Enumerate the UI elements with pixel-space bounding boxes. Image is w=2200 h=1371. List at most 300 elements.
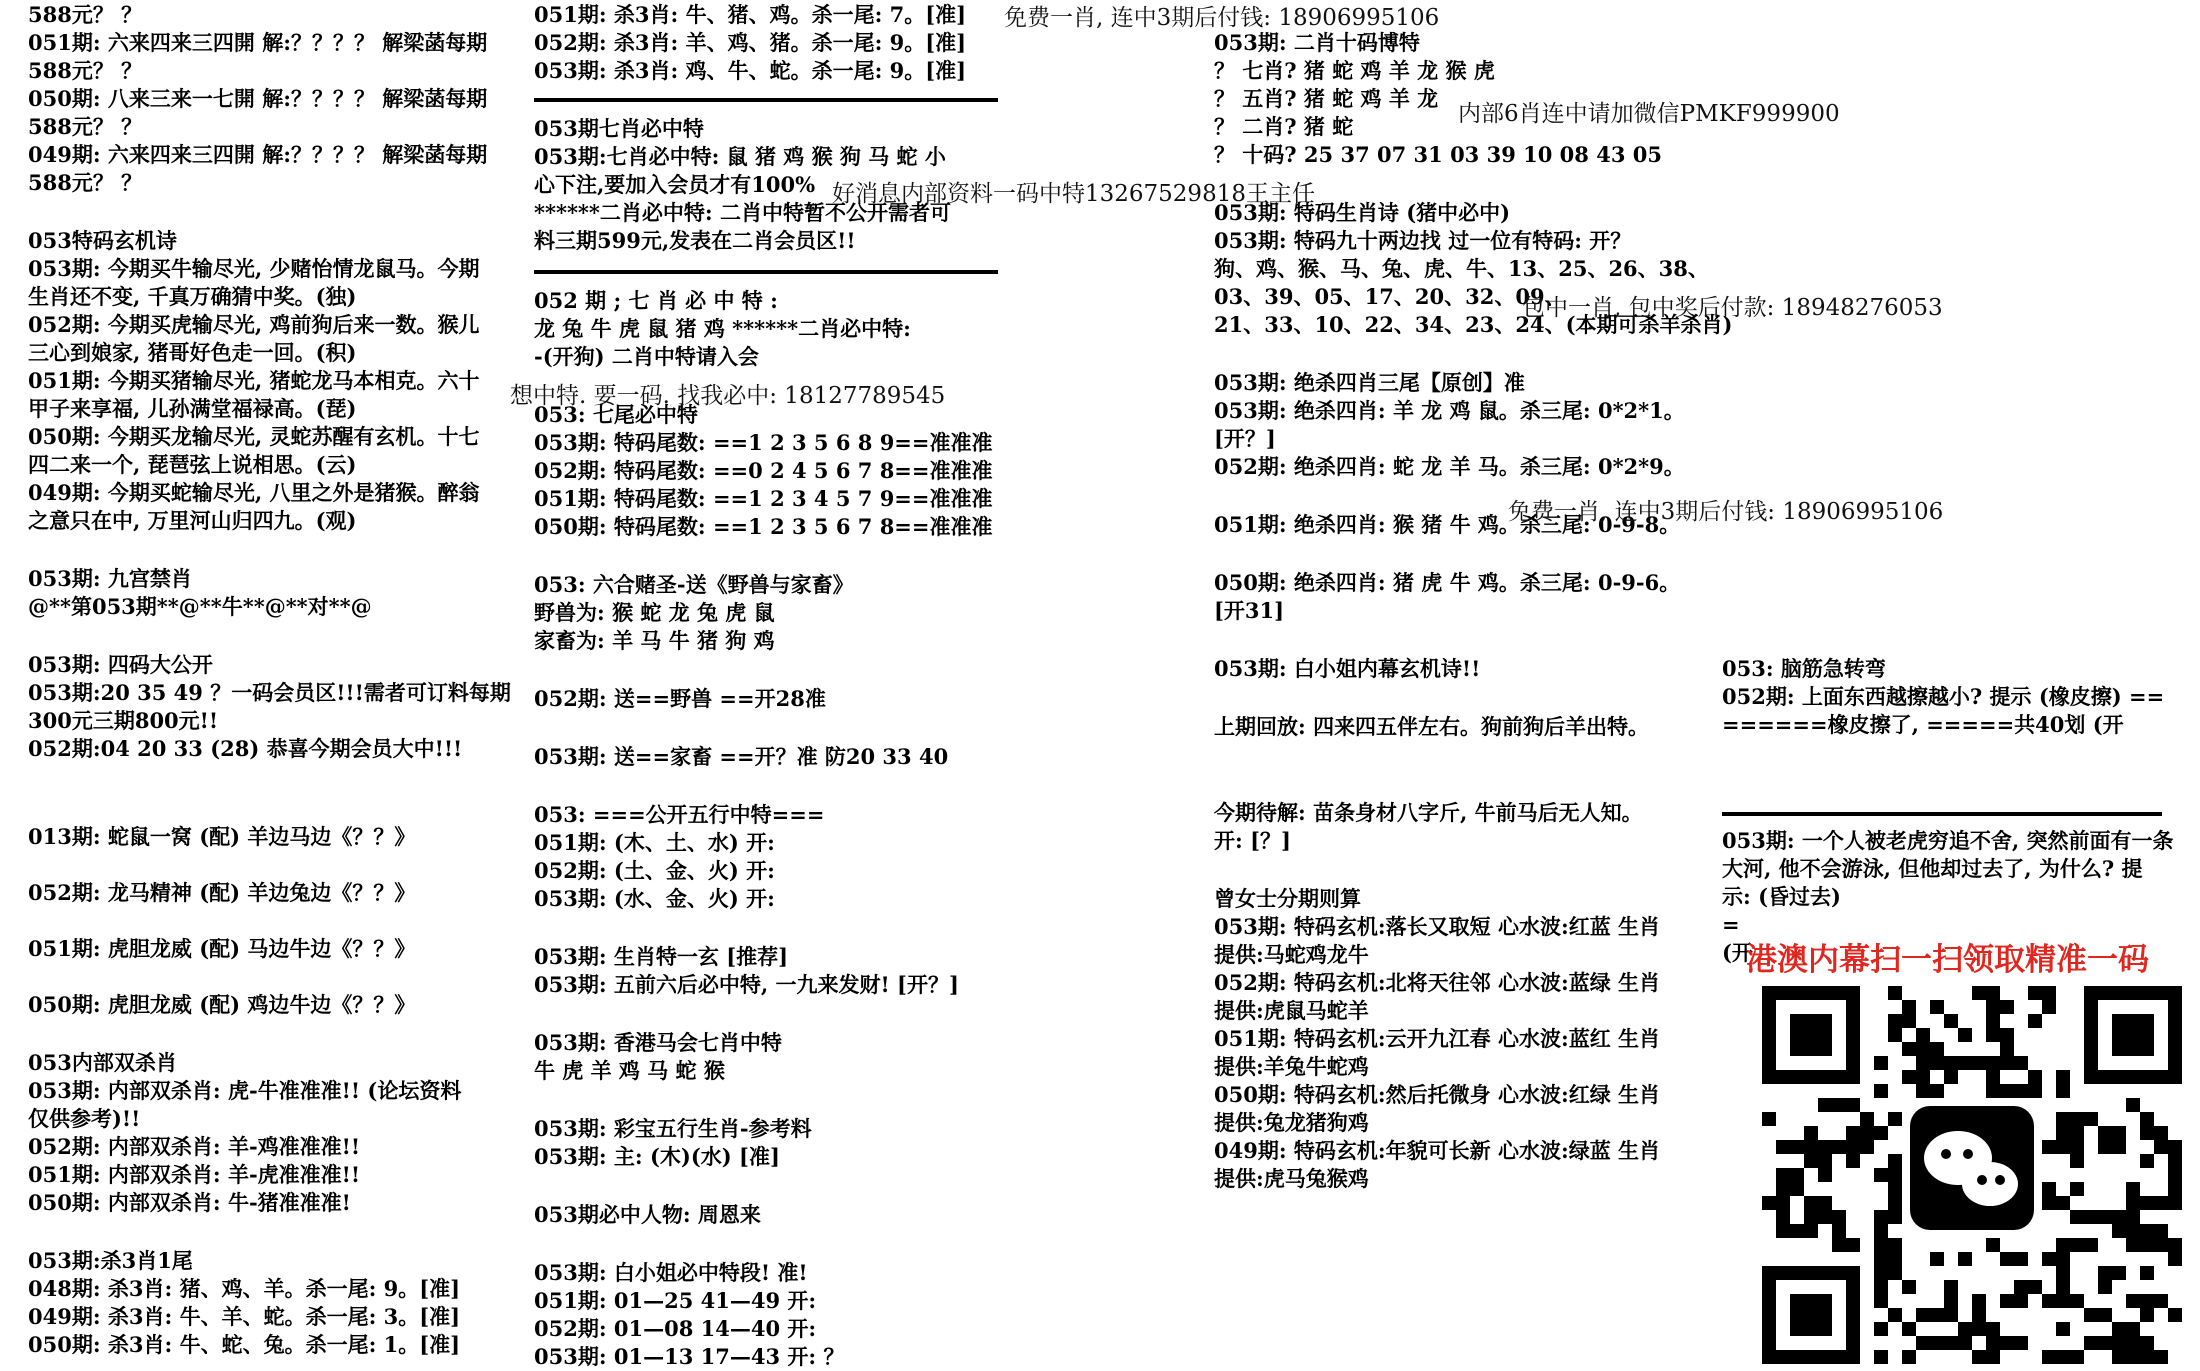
qr-module <box>2000 1252 2014 1266</box>
qr-module <box>1888 986 1902 1000</box>
text-line: 提供:虎马兔猴鸡 <box>1214 1166 1369 1191</box>
qr-module <box>2112 1266 2126 1280</box>
qr-module <box>1874 1266 1888 1280</box>
qr-module <box>1832 1140 1846 1154</box>
qr-module <box>1776 1196 1790 1210</box>
qr-module <box>1804 1126 1818 1140</box>
qr-module <box>2154 1224 2168 1238</box>
qr-module <box>2028 1280 2042 1294</box>
qr-module <box>2084 1238 2098 1252</box>
qr-module <box>1930 1056 1944 1070</box>
text-line: 053特码玄机诗 <box>28 228 177 253</box>
text-line: 053: 脑筋急转弯 <box>1722 656 1886 681</box>
qr-module <box>1972 986 1986 1000</box>
qr-module <box>1790 1224 1804 1238</box>
text-line: 050期: 内部双杀肖: 牛-猪准准准! <box>28 1190 351 1215</box>
qr-module <box>1804 1224 1818 1238</box>
qr-module <box>1846 1098 1860 1112</box>
qr-module <box>1888 1266 1902 1280</box>
qr-module <box>2168 1196 2182 1210</box>
qr-module <box>1776 1210 1790 1224</box>
text-line: 053期: 杀3肖: 鸡、牛、蛇。杀一尾: 9。[准] <box>534 58 967 83</box>
text-line: 052期: 龙马精神 (配) 羊边兔边《？？》 <box>28 880 416 905</box>
text-line: 大河, 他不会游泳, 但他却过去了, 为什么? 提 <box>1722 856 2143 881</box>
text-line: 049期: 今期买蛇输尽光, 八里之外是猪猴。醉翁 <box>28 480 480 505</box>
text-line: 588元？ ？ <box>28 58 143 83</box>
text-line: 052期: 今期买虎输尽光, 鸡前狗后来一数。猴儿 <box>28 312 480 337</box>
text-line: 053期: 彩宝五行生肖-参考料 <box>534 1116 812 1141</box>
text-line: 野兽为: 猴 蛇 龙 兔 虎 鼠 <box>534 600 775 625</box>
text-line: 料三期599元,发表在二肖会员区!! <box>534 228 856 253</box>
qr-module <box>2028 986 2042 1000</box>
qr-module <box>1790 1168 1804 1182</box>
qr-module <box>2028 1084 2042 1098</box>
qr-module <box>2070 1238 2084 1252</box>
qr-module <box>2112 1224 2126 1238</box>
qr-module <box>1944 1294 1958 1308</box>
qr-module <box>1874 1126 1888 1140</box>
qr-module <box>2014 1294 2028 1308</box>
qr-module <box>2140 1112 2154 1126</box>
text-line: 052期: 内部双杀肖: 羊-鸡准准准!! <box>28 1134 361 1159</box>
qr-module <box>1790 1140 1804 1154</box>
qr-module <box>1944 1014 1958 1028</box>
qr-module <box>2070 1182 2084 1196</box>
text-line: (开 <box>1722 940 1753 965</box>
qr-module <box>1986 1028 2000 1042</box>
text-line: 053期: 生肖特一玄 [推荐] <box>534 944 789 969</box>
qr-module <box>1804 1196 1818 1210</box>
qr-module <box>1776 1140 1790 1154</box>
qr-module <box>1902 1042 1916 1056</box>
text-line: 588元？ ？ <box>28 170 143 195</box>
wechat-icon-eye <box>1995 1175 2005 1185</box>
qr-module <box>1804 1154 1818 1168</box>
qr-module <box>1986 1014 2000 1028</box>
text-line: 053期:七肖必中特: 鼠 猪 鸡 猴 狗 马 蛇 小 <box>534 144 946 169</box>
qr-module <box>1986 1056 2000 1070</box>
text-line: 053: 六合赌圣-送《野兽与家畜》 <box>534 572 854 597</box>
qr-module <box>1930 1084 1944 1098</box>
qr-module <box>1902 1280 1916 1294</box>
qr-module <box>1944 1056 1958 1070</box>
text-line: ？ 十码? 25 37 07 31 03 39 10 08 43 05 <box>1214 142 1662 167</box>
qr-module <box>2084 1210 2098 1224</box>
qr-module <box>2126 1210 2140 1224</box>
qr-module <box>2084 1308 2098 1322</box>
qr-module <box>1860 1112 1874 1126</box>
qr-module <box>1762 1196 1776 1210</box>
qr-module <box>1972 1294 1986 1308</box>
qr-module <box>2056 1322 2070 1336</box>
qr-module <box>2042 1182 2056 1196</box>
qr-module <box>1888 1252 1902 1266</box>
qr-module <box>1790 1182 1804 1196</box>
qr-module <box>2154 1294 2168 1308</box>
qr-module <box>2112 1126 2126 1140</box>
text-line: 048期: 杀3肖: 猪、鸡、羊。杀一尾: 9。[准] <box>28 1276 461 1301</box>
text-line: 示: (昏过去) <box>1722 884 1841 909</box>
text-line: 052期: 绝杀四肖: 蛇 龙 羊 马。杀三尾: 0*2*9。 <box>1214 454 1685 479</box>
qr-code[interactable] <box>1762 986 2192 1364</box>
qr-finder <box>1790 1014 1832 1056</box>
qr-finder <box>1790 1294 1832 1336</box>
text-line: ？ 二肖? 猪 蛇 <box>1214 114 1354 139</box>
qr-module <box>2056 1350 2070 1364</box>
qr-module <box>2084 1336 2098 1350</box>
qr-module <box>2112 1210 2126 1224</box>
qr-module <box>2140 1266 2154 1280</box>
ad-overlay-text: 免费一肖, 连中3期后付钱: 18906995106 <box>1004 5 1440 31</box>
wechat-icon-eye <box>1941 1149 1951 1159</box>
qr-module <box>1916 1308 1930 1322</box>
qr-module <box>1930 1336 1944 1350</box>
qr-module <box>2056 1126 2070 1140</box>
text-line: 051期: 杀3肖: 牛、猪、鸡。杀一尾: 7。[准] <box>534 2 967 27</box>
qr-module <box>1902 1014 1916 1028</box>
text-line: [开31] <box>1214 598 1285 623</box>
text-line: 开: [？] <box>1214 828 1291 853</box>
text-line: 588元？ ？ <box>28 114 143 139</box>
text-line: 053期必中人物: 周恩来 <box>534 1202 761 1227</box>
text-line: 052期: 01—08 14—40 开: <box>534 1316 817 1341</box>
qr-module <box>1818 1140 1832 1154</box>
text-line: 052期:04 20 33 (28) 恭喜今期会员大中!!! <box>28 736 463 761</box>
qr-module <box>1986 1238 2000 1252</box>
qr-module <box>1846 1154 1860 1168</box>
qr-module <box>2070 1140 2084 1154</box>
text-line: @**第053期**@**牛**@**对**@ <box>28 594 372 619</box>
qr-module <box>1874 1084 1888 1098</box>
qr-module <box>1902 1000 1916 1014</box>
qr-module <box>2140 1224 2154 1238</box>
text-line: 053期七肖必中特 <box>534 116 704 141</box>
text-line: 050期: 杀3肖: 牛、蛇、兔。杀一尾: 1。[准] <box>28 1332 461 1357</box>
text-line: 龙 兔 牛 虎 鼠 猪 鸡 ******二肖必中特: <box>534 316 911 341</box>
qr-module <box>2000 1000 2014 1014</box>
qr-module <box>1762 1112 1776 1126</box>
qr-module <box>1986 1336 2000 1350</box>
text-line: 051期: 特码尾数: ==1 2 3 4 5 7 9==准准准 <box>534 486 993 511</box>
qr-module <box>2098 1126 2112 1140</box>
qr-module <box>2056 1280 2070 1294</box>
qr-module <box>1958 1252 1972 1266</box>
qr-module <box>2042 1140 2056 1154</box>
qr-module <box>2042 1350 2056 1364</box>
qr-module <box>1916 1028 1930 1042</box>
qr-module <box>2112 1336 2126 1350</box>
qr-module <box>1986 1350 2000 1364</box>
qr-module <box>1804 1210 1818 1224</box>
qr-module <box>1888 1168 1902 1182</box>
qr-module <box>2140 1154 2154 1168</box>
qr-module <box>2140 1196 2154 1210</box>
qr-module <box>2126 1322 2140 1336</box>
qr-module <box>1818 1196 1832 1210</box>
qr-module <box>1832 1210 1846 1224</box>
text-line: 053期: 白小姐必中特段! 准! <box>534 1260 808 1285</box>
text-line: 053期: 香港马会七肖中特 <box>534 1030 782 1055</box>
qr-module <box>1902 1070 1916 1084</box>
text-line: ******二肖必中特: 二肖中特暂不公开需者可 <box>534 200 951 225</box>
qr-module <box>2168 1140 2182 1154</box>
ad-overlay-text: 包中一肖, 包中奖后付款: 18948276053 <box>1522 295 1943 321</box>
qr-module <box>1916 1042 1930 1056</box>
qr-module <box>1832 1224 1846 1238</box>
qr-module <box>2000 1294 2014 1308</box>
text-line: 049期: 杀3肖: 牛、羊、蛇。杀一尾: 3。[准] <box>28 1304 461 1329</box>
text-line: 今期待解: 苗条身材八字斤, 牛前马后无人知。 <box>1214 800 1643 825</box>
qr-module <box>1944 1070 1958 1084</box>
qr-module <box>1902 1322 1916 1336</box>
qr-module <box>1944 1336 1958 1350</box>
qr-module <box>1888 1196 1902 1210</box>
qr-module <box>1916 1070 1930 1084</box>
text-line: 上期回放: 四来四五伴左右。狗前狗后羊出特。 <box>1214 714 1650 739</box>
wechat-icon <box>1962 1162 2018 1206</box>
qr-module <box>2056 1294 2070 1308</box>
qr-module <box>2014 1056 2028 1070</box>
text-line: 050期: 八来三来一七開 解:？？？？ 解梁菡每期 <box>28 86 488 111</box>
qr-module <box>1972 1056 1986 1070</box>
qr-module <box>2140 1238 2154 1252</box>
qr-module <box>1930 1252 1944 1266</box>
qr-module <box>1944 1308 1958 1322</box>
qr-module <box>2154 1350 2168 1364</box>
qr-module <box>2112 1350 2126 1364</box>
qr-module <box>1860 1140 1874 1154</box>
qr-module <box>2042 1196 2056 1210</box>
qr-module <box>2126 1182 2140 1196</box>
qr-module <box>1888 1182 1902 1196</box>
text-line: 053期: 送==家畜 ==开？准 防20 33 40 <box>534 744 949 769</box>
text-line: 050期: 今期买龙输尽光, 灵蛇苏醒有玄机。十七 <box>28 424 480 449</box>
qr-module <box>2070 1294 2084 1308</box>
text-line: 013期: 蛇鼠一窝 (配) 羊边马边《？？》 <box>28 824 416 849</box>
qr-module <box>1930 1308 1944 1322</box>
text-line: 053期: 四码大公开 <box>28 652 213 677</box>
qr-module <box>1804 1140 1818 1154</box>
qr-module <box>1874 1322 1888 1336</box>
text-line: 053期: 今期买牛输尽光, 少赌怡情龙鼠马。今期 <box>28 256 480 281</box>
qr-module <box>1972 1350 1986 1364</box>
ad-overlay-text: 内部6肖连中请加微信PMKF999900 <box>1458 101 1840 127</box>
text-line: 053期: 特码生肖诗 (猪中必中) <box>1214 200 1511 225</box>
qr-module <box>1832 1098 1846 1112</box>
qr-module <box>1874 1294 1888 1308</box>
qr-module <box>2014 1280 2028 1294</box>
qr-module <box>2056 1112 2070 1126</box>
ad-overlay-text: 想中特. 要一码. 找我必中: 18127789545 <box>510 383 946 409</box>
qr-module <box>1986 1070 2000 1084</box>
text-line: 心下注,要加入会员才有100% <box>534 172 816 197</box>
divider-rule-3 <box>1722 812 2162 816</box>
text-line: 051期: 六来四来三四開 解:？？？？ 解梁菡每期 <box>28 30 488 55</box>
qr-module <box>2000 1028 2014 1042</box>
qr-module <box>2070 1126 2084 1140</box>
text-line: 052期: 上面东西越擦越小? 提示 (橡皮擦) == <box>1722 684 2165 709</box>
qr-module <box>2098 1210 2112 1224</box>
qr-module <box>1958 1336 1972 1350</box>
qr-module <box>2112 1140 2126 1154</box>
qr-module <box>2098 1280 2112 1294</box>
qr-module <box>2154 1196 2168 1210</box>
text-line: 053期: 主: (木)(水) [准] <box>534 1144 780 1169</box>
qr-module <box>2056 1252 2070 1266</box>
qr-module <box>2098 1308 2112 1322</box>
text-line: 仅供参考)!! <box>28 1106 141 1131</box>
qr-module <box>2014 1336 2028 1350</box>
qr-module <box>2042 986 2056 1000</box>
qr-module <box>1860 1126 1874 1140</box>
qr-module <box>2014 1084 2028 1098</box>
qr-module <box>1958 1322 1972 1336</box>
qr-module <box>2028 1014 2042 1028</box>
qr-module <box>2070 1210 2084 1224</box>
qr-module <box>2000 1336 2014 1350</box>
qr-module <box>1888 1014 1902 1028</box>
text-line: 300元三期800元!! <box>28 708 219 733</box>
qr-module <box>1916 1336 1930 1350</box>
qr-module <box>1888 1238 1902 1252</box>
text-line: 053期:20 35 49 ？一码会员区!!!需者可订料每期 <box>28 680 511 705</box>
text-line: 053期: 绝杀四肖三尾【原创】准 <box>1214 370 1525 395</box>
divider-rule-1 <box>534 98 998 102</box>
text-line: 提供:虎鼠马蛇羊 <box>1214 998 1369 1023</box>
qr-module <box>2140 1126 2154 1140</box>
qr-module <box>2126 1294 2140 1308</box>
qr-module <box>1818 1154 1832 1168</box>
text-line: 053期: 特码九十两边找 过一位有特码: 开？ <box>1214 228 1632 253</box>
text-line: 050期: 特码尾数: ==1 2 3 5 6 7 8==准准准 <box>534 514 993 539</box>
divider-rule-2 <box>534 270 998 274</box>
qr-module <box>1874 1210 1888 1224</box>
qr-module <box>1986 1084 2000 1098</box>
qr-module <box>1846 1140 1860 1154</box>
text-line: 052期: 送==野兽 ==开28准 <box>534 686 826 711</box>
text-line: 053期: 五前六后必中特, 一九来发财! [开？] <box>534 972 959 997</box>
qr-module <box>1846 1126 1860 1140</box>
qr-module <box>1776 1182 1790 1196</box>
qr-module <box>2098 1140 2112 1154</box>
qr-module <box>1986 1322 2000 1336</box>
qr-module <box>1874 1168 1888 1182</box>
qr-module <box>1986 1000 2000 1014</box>
qr-module <box>1916 1084 1930 1098</box>
text-line: 050期: 绝杀四肖: 猪 虎 牛 鸡。杀三尾: 0-9-6。 <box>1214 570 1681 595</box>
text-line: 052 期 ; 七 肖 必 中 特 : <box>534 288 778 313</box>
ad-overlay-text: 免费一肖, 连中3期后付钱: 18906995106 <box>1508 499 1944 525</box>
text-line: 049期: 六来四来三四開 解:？？？？ 解梁菡每期 <box>28 142 488 167</box>
qr-banner-text: 港澳内幕扫一扫领取精准一码 <box>1746 942 2149 978</box>
qr-module <box>2070 1350 2084 1364</box>
qr-module <box>2000 1056 2014 1070</box>
qr-module <box>1930 1000 1944 1014</box>
qr-module <box>1930 1042 1944 1056</box>
qr-module <box>2126 1224 2140 1238</box>
qr-module <box>2154 1140 2168 1154</box>
qr-module <box>1916 1056 1930 1070</box>
text-line: 03、39、05、17、20、32、09、 <box>1214 284 1566 309</box>
text-line: 053期: 九宫禁肖 <box>28 566 192 591</box>
qr-module <box>2000 1084 2014 1098</box>
qr-module <box>1888 1154 1902 1168</box>
text-line: 053期: 01—13 17—43 开: ？ <box>534 1344 845 1369</box>
text-line: 052期: 特码尾数: ==0 2 4 5 6 7 8==准准准 <box>534 458 993 483</box>
ad-overlay-text: 好消息内部资料一码中特13267529818王主任 <box>832 181 1315 207</box>
text-line: [开？] <box>1214 426 1276 451</box>
text-line: 生肖还不变, 千真万确猜中奖。(独) <box>28 284 357 309</box>
qr-module <box>2168 1308 2182 1322</box>
qr-module <box>2126 1336 2140 1350</box>
text-line: 051期: 特码玄机:云开九江春 心水波:蓝红 生肖 <box>1214 1026 1661 1051</box>
qr-module <box>1888 1112 1902 1126</box>
text-line: 051期: 内部双杀肖: 羊-虎准准准!! <box>28 1162 361 1187</box>
qr-module <box>1776 1224 1790 1238</box>
text-line: 053期: 二肖十码博特 <box>1214 30 1420 55</box>
text-line: 053期: 特码尾数: ==1 2 3 5 6 8 9==准准准 <box>534 430 993 455</box>
text-line: 052期: 杀3肖: 羊、鸡、猪。杀一尾: 9。[准] <box>534 30 967 55</box>
qr-finder <box>2112 1014 2154 1056</box>
qr-module <box>2126 1350 2140 1364</box>
qr-module <box>2014 1252 2028 1266</box>
qr-module <box>1888 1210 1902 1224</box>
qr-module <box>1874 1280 1888 1294</box>
qr-module <box>2168 1182 2182 1196</box>
qr-module <box>2126 1098 2140 1112</box>
text-line: 051期: 今期买猪输尽光, 猪蛇龙马本相克。六十 <box>28 368 480 393</box>
qr-module <box>1958 1028 1972 1042</box>
qr-module <box>2056 1238 2070 1252</box>
text-line: 053期: 内部双杀肖: 虎-牛准准准!! (论坛资料 <box>28 1078 462 1103</box>
qr-module <box>1846 1238 1860 1252</box>
text-line: 588元？ ？ <box>28 2 143 27</box>
text-line: 052期: (土、金、火) 开: <box>534 858 775 883</box>
text-line: 050期: 特码玄机:然后托微身 心水波:红绿 生肖 <box>1214 1082 1661 1107</box>
qr-module <box>1944 1280 1958 1294</box>
qr-module <box>2098 1266 2112 1280</box>
text-line: ======橡皮擦了, =====共40划 (开 <box>1722 712 2124 737</box>
qr-module <box>1776 1168 1790 1182</box>
qr-module <box>1888 1028 1902 1042</box>
text-line: 提供:兔龙猪狗鸡 <box>1214 1110 1369 1135</box>
qr-module <box>2056 1084 2070 1098</box>
qr-module <box>1874 1056 1888 1070</box>
qr-module <box>2168 1154 2182 1168</box>
text-line: 051期: 绝杀四肖: 猴 猪 牛 鸡。杀三尾: 0-9-8。 <box>1214 512 1681 537</box>
qr-module <box>2070 1154 2084 1168</box>
text-line: 之意只在中, 万里河山归四九。(观) <box>28 508 357 533</box>
text-line: 053期: 特码玄机:落长又取短 心水波:红蓝 生肖 <box>1214 914 1661 939</box>
qr-module <box>2056 1070 2070 1084</box>
text-line: 053期: 一个人被老虎穷追不舍, 突然前面有一条 <box>1722 828 2174 853</box>
qr-module <box>1902 1350 1916 1364</box>
text-line: 牛 虎 羊 鸡 马 蛇 猴 <box>534 1058 725 1083</box>
qr-module <box>2056 1140 2070 1154</box>
text-line: 甲子来享福, 儿孙满堂福禄高。(琵) <box>28 396 357 421</box>
text-line: ？ 五肖? 猪 蛇 鸡 羊 龙 <box>1214 86 1439 111</box>
text-line: 提供:马蛇鸡龙牛 <box>1214 942 1369 967</box>
qr-module <box>1972 1308 1986 1322</box>
qr-module <box>2028 1070 2042 1084</box>
qr-module <box>1986 986 2000 1000</box>
qr-module <box>1888 1308 1902 1322</box>
qr-module <box>1874 1238 1888 1252</box>
text-line: 053: 七尾必中特 <box>534 402 698 427</box>
qr-module <box>2098 1336 2112 1350</box>
text-line: 052期: 特码玄机:北将天往邻 心水波:蓝绿 生肖 <box>1214 970 1661 995</box>
qr-module <box>1874 1252 1888 1266</box>
